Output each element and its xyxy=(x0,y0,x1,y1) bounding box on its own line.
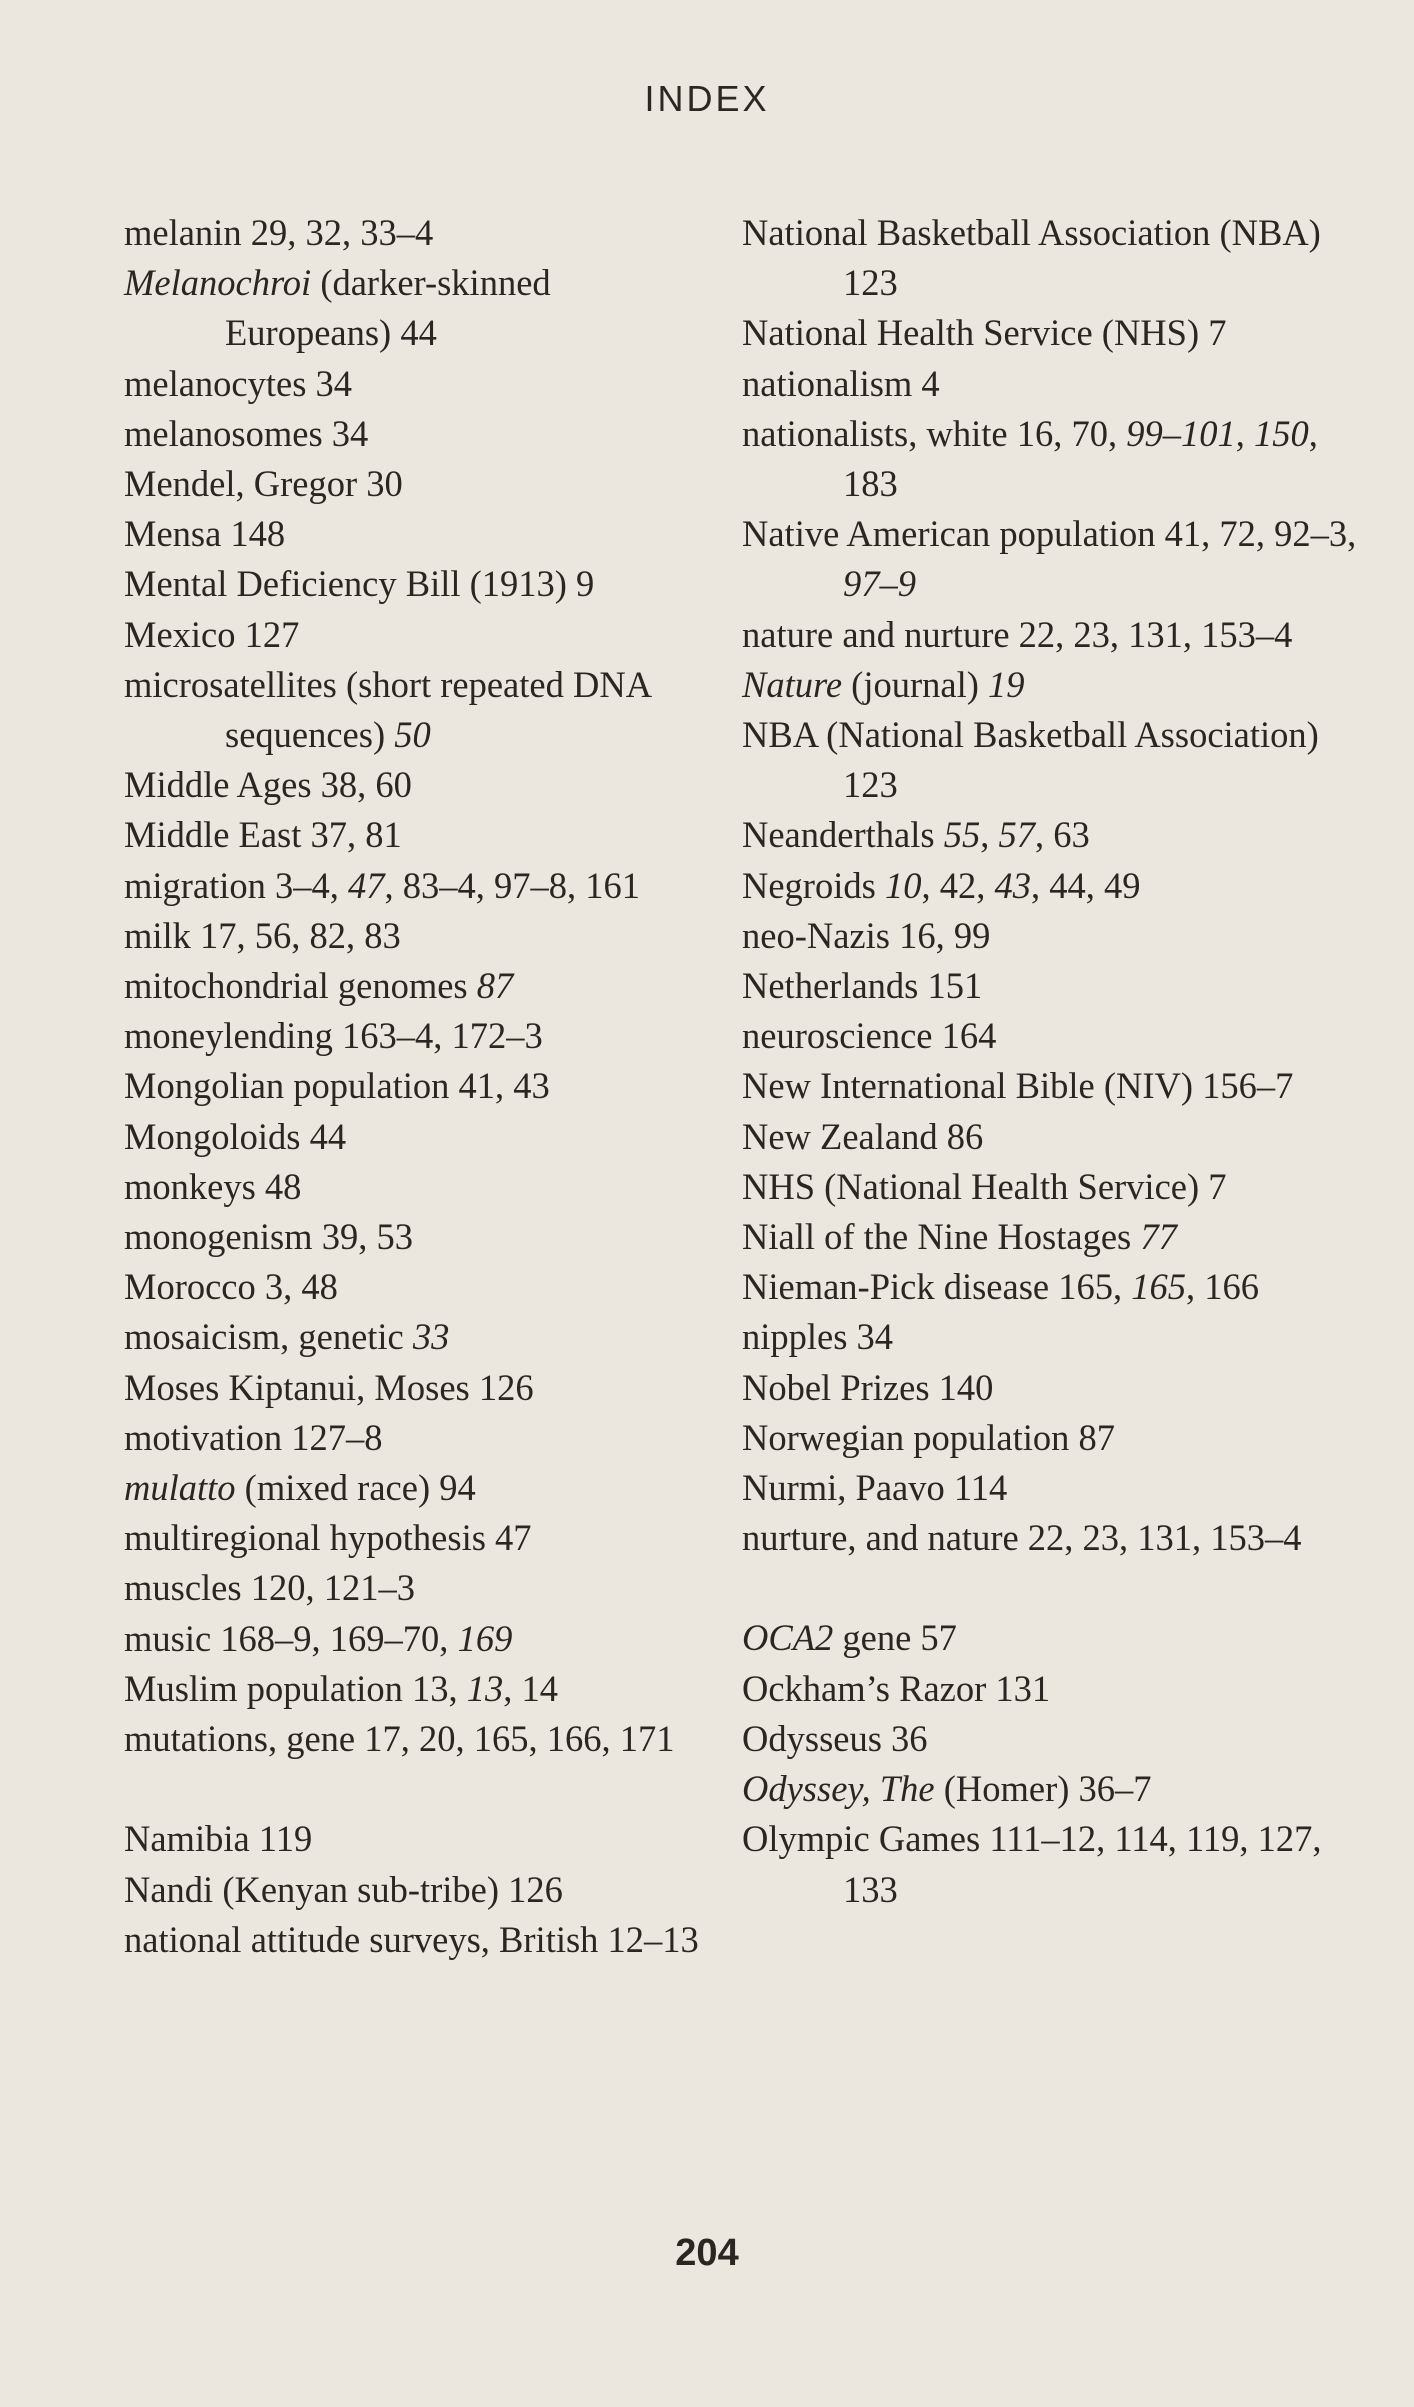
index-entry-text: Ockham’s Razor 131 xyxy=(742,1667,1051,1709)
index-entry xyxy=(124,1312,724,1362)
index-entry-text: neo-Nazis 16, 99 xyxy=(742,914,991,956)
index-entry-italic: 77 xyxy=(1140,1216,1177,1258)
index-entry-text: melanin 29, 32, 33–4 xyxy=(124,212,434,253)
index-entry xyxy=(742,1162,1362,1212)
index-entry xyxy=(124,1614,724,1664)
index-entry xyxy=(124,1363,724,1413)
index-entry xyxy=(124,1212,724,1262)
index-entry-text: , 166 xyxy=(1186,1266,1259,1308)
index-entry xyxy=(742,1664,1362,1714)
index-entry-text: moneylending 163–4, 172–3 xyxy=(124,1015,543,1057)
index-entry xyxy=(742,308,1362,358)
index-entry-italic: 47 xyxy=(348,864,385,906)
index-entry-text: microsatellites (short repeated DNA sequences) xyxy=(124,663,651,756)
index-entry-italic: 57 xyxy=(998,814,1035,856)
index-entry xyxy=(124,911,724,961)
index-entry-text: nationalism 4 xyxy=(742,362,940,404)
index-entry-text: Nandi (Kenyan sub-tribe) 126 xyxy=(124,1868,563,1910)
index-entry-text: , 83–4, 97–8, 161 xyxy=(384,864,641,906)
index-entry-text: Middle East 37, 81 xyxy=(124,814,402,856)
index-entry-text: New Zealand 86 xyxy=(742,1115,984,1157)
index-entry-text: (darker-skinned Europeans) 44 xyxy=(225,262,551,354)
index-entry-italic: 19 xyxy=(988,663,1025,705)
index-entry xyxy=(124,760,724,810)
index-entry-text: Neanderthals xyxy=(742,814,944,856)
index-entry xyxy=(742,911,1362,961)
index-entry-text: National Health Service (NHS) 7 xyxy=(742,312,1227,354)
index-entry xyxy=(742,1262,1362,1312)
index-entry xyxy=(124,1714,724,1764)
index-entry-italic: 50 xyxy=(394,714,431,756)
index-entry xyxy=(124,1011,724,1061)
index-entry-text: melanocytes 34 xyxy=(124,362,353,404)
index-entry-italic: Odyssey, The xyxy=(742,1768,935,1810)
index-entry xyxy=(124,1563,724,1613)
index-entry-text: monkeys 48 xyxy=(124,1165,302,1207)
index-entry xyxy=(124,1413,724,1463)
index-entry xyxy=(124,660,724,760)
index-entry-text: National Basketball Association (NBA) 123 xyxy=(742,212,1321,304)
index-entry-italic: 87 xyxy=(476,965,514,1007)
index-entry-text: Odysseus 36 xyxy=(742,1717,928,1759)
index-entry-italic: 10 xyxy=(884,864,922,906)
index-entry xyxy=(124,459,724,509)
letter-group-gap xyxy=(742,1563,1362,1613)
page-number: 204 xyxy=(675,2232,739,2274)
index-entry-text: Norwegian population 87 xyxy=(742,1416,1116,1458)
index-entry-text: New International Bible (NIV) 156–7 xyxy=(742,1065,1294,1107)
index-entry-text: Negroids xyxy=(742,864,885,906)
index-entry xyxy=(124,1463,724,1513)
index-entry-italic: 169 xyxy=(457,1617,513,1659)
index-entry-text: music 168–9, 169–70, xyxy=(124,1617,458,1659)
index-entry-text: Nieman-Pick disease 165, xyxy=(742,1266,1132,1308)
index-entry-italic: 33 xyxy=(412,1316,450,1358)
index-entry-text: gene 57 xyxy=(833,1617,957,1659)
index-entry-text: , xyxy=(980,814,999,856)
index-entry-text: Mental Deficiency Bill (1913) 9 xyxy=(124,563,595,605)
index-entry-text: , 44, 49 xyxy=(1030,864,1141,906)
index-entry-text: Niall of the Nine Hostages xyxy=(742,1216,1141,1258)
index-entry-text: , 42, xyxy=(921,864,995,906)
index-entry-text: , 63 xyxy=(1034,814,1090,856)
index-entry xyxy=(742,409,1362,509)
index-entry xyxy=(124,1061,724,1111)
index-entry xyxy=(742,359,1362,409)
index-entry xyxy=(124,409,724,459)
index-entry xyxy=(742,861,1362,911)
index-entry-text: mosaicism, genetic xyxy=(124,1316,413,1358)
index-entry-italic: 99–101 xyxy=(1126,412,1236,454)
index-entry-text: monogenism 39, 53 xyxy=(124,1216,413,1258)
index-entry xyxy=(124,1162,724,1212)
index-entry-italic: Nature xyxy=(742,663,843,705)
index-entry xyxy=(124,861,724,911)
index-entry xyxy=(124,1814,724,1864)
index-entry xyxy=(124,1915,724,1965)
index-entry-text: multiregional hypothesis 47 xyxy=(124,1517,532,1559)
index-entry-text: (journal) xyxy=(842,663,988,705)
index-entry-text: motivation 127–8 xyxy=(124,1416,383,1458)
index-entry-text: Middle Ages 38, 60 xyxy=(124,764,412,806)
index-entry-text: Mendel, Gregor 30 xyxy=(124,463,403,505)
index-entry-text: Mexico 127 xyxy=(124,613,300,655)
index-entry xyxy=(124,509,724,559)
index-entry xyxy=(124,559,724,609)
index-entry-text: melanosomes 34 xyxy=(124,412,369,454)
index-entry-italic: mulatto xyxy=(124,1467,236,1509)
index-entry-italic: 13 xyxy=(466,1667,504,1709)
index-entry xyxy=(742,810,1362,860)
index-entry xyxy=(124,1664,724,1714)
index-entry-italic: 97–9 xyxy=(843,563,916,605)
index-entry-text: neuroscience 164 xyxy=(742,1015,997,1057)
index-entry-text: (mixed race) 94 xyxy=(235,1467,476,1509)
index-entry-text: Nobel Prizes 140 xyxy=(742,1366,994,1408)
index-entry-text: Olympic Games 111–12, 114, 119, 127, 133 xyxy=(742,1818,1322,1910)
index-entry-text: Mongoloids 44 xyxy=(124,1115,347,1157)
index-entry-text: nipples 34 xyxy=(742,1316,894,1358)
index-entry-text: Muslim population 13, xyxy=(124,1667,467,1709)
index-entry-text: nurture, and nature 22, 23, 131, 153–4 xyxy=(742,1517,1302,1559)
index-entry xyxy=(124,810,724,860)
index-entry xyxy=(124,1865,724,1915)
index-entry xyxy=(742,1764,1362,1814)
index-column-right xyxy=(742,208,1362,1915)
index-entry-text: , 14 xyxy=(503,1667,558,1709)
index-entry-text: Native American population 41, 72, 92–3, xyxy=(742,513,1357,555)
index-entry xyxy=(742,1413,1362,1463)
index-entry xyxy=(742,1463,1362,1513)
index-entry-text: Nurmi, Paavo 114 xyxy=(742,1467,1008,1509)
index-entry-text: mutations, gene 17, 20, 165, 166, 171 xyxy=(124,1718,675,1760)
index-entry xyxy=(742,610,1362,660)
index-entry-text: national attitude surveys, British 12–13 xyxy=(124,1918,699,1960)
index-entry-italic: 150 xyxy=(1253,412,1309,454)
index-entry-text: Netherlands 151 xyxy=(742,965,983,1007)
index-entry xyxy=(124,258,724,358)
index-entry-text: nationalists, white 16, 70, xyxy=(742,412,1127,454)
index-entry-text: , 183 xyxy=(843,412,1318,505)
index-entry xyxy=(742,509,1362,609)
index-entry-italic: 165 xyxy=(1131,1266,1186,1308)
index-entry-text: NHS (National Health Service) 7 xyxy=(742,1165,1227,1207)
index-entry xyxy=(124,359,724,409)
index-entry xyxy=(742,660,1362,710)
index-entry xyxy=(124,208,724,258)
index-entry xyxy=(124,1262,724,1312)
index-entry-text: Moses Kiptanui, Moses 126 xyxy=(124,1366,534,1408)
index-entry-text: NBA (National Basketball Association) 123 xyxy=(742,714,1319,806)
index-entry-text: nature and nurture 22, 23, 131, 153–4 xyxy=(742,613,1293,655)
index-entry xyxy=(742,710,1362,810)
index-entry xyxy=(742,1613,1362,1663)
index-entry xyxy=(742,1363,1362,1413)
index-entry-text: Morocco 3, 48 xyxy=(124,1266,338,1308)
index-entry-italic: 43 xyxy=(994,864,1031,906)
index-entry xyxy=(124,1513,724,1563)
letter-group-gap xyxy=(124,1764,724,1814)
index-entry xyxy=(742,1011,1362,1061)
running-head: INDEX xyxy=(644,78,770,119)
index-entry xyxy=(742,1513,1362,1563)
index-entry-text: (Homer) 36–7 xyxy=(934,1768,1152,1810)
index-entry xyxy=(742,1112,1362,1162)
index-entry-text: milk 17, 56, 82, 83 xyxy=(124,914,401,956)
index-entry xyxy=(742,961,1362,1011)
index-entry xyxy=(742,1061,1362,1111)
index-entry xyxy=(742,1814,1362,1914)
index-entry xyxy=(124,610,724,660)
index-entry xyxy=(124,961,724,1011)
index-entry xyxy=(124,1112,724,1162)
index-column-left xyxy=(124,208,724,1965)
index-entry-text: muscles 120, 121–3 xyxy=(124,1567,415,1609)
index-entry-italic: OCA2 xyxy=(742,1617,834,1659)
index-entry-text: Namibia 119 xyxy=(124,1818,313,1860)
index-entry xyxy=(742,1714,1362,1764)
index-entry-text: mitochondrial genomes xyxy=(124,965,477,1007)
index-entry-text: Mensa 148 xyxy=(124,513,286,555)
index-entry-text: , xyxy=(1235,412,1254,454)
index-entry-text: migration 3–4, xyxy=(124,864,349,906)
index-entry xyxy=(742,1212,1362,1262)
index-entry-italic: Melanochroi xyxy=(124,262,312,304)
index-entry-text: Mongolian population 41, 43 xyxy=(124,1065,550,1107)
index-entry xyxy=(742,208,1362,308)
index-entry xyxy=(742,1312,1362,1362)
index-entry-italic: 55 xyxy=(943,814,981,856)
